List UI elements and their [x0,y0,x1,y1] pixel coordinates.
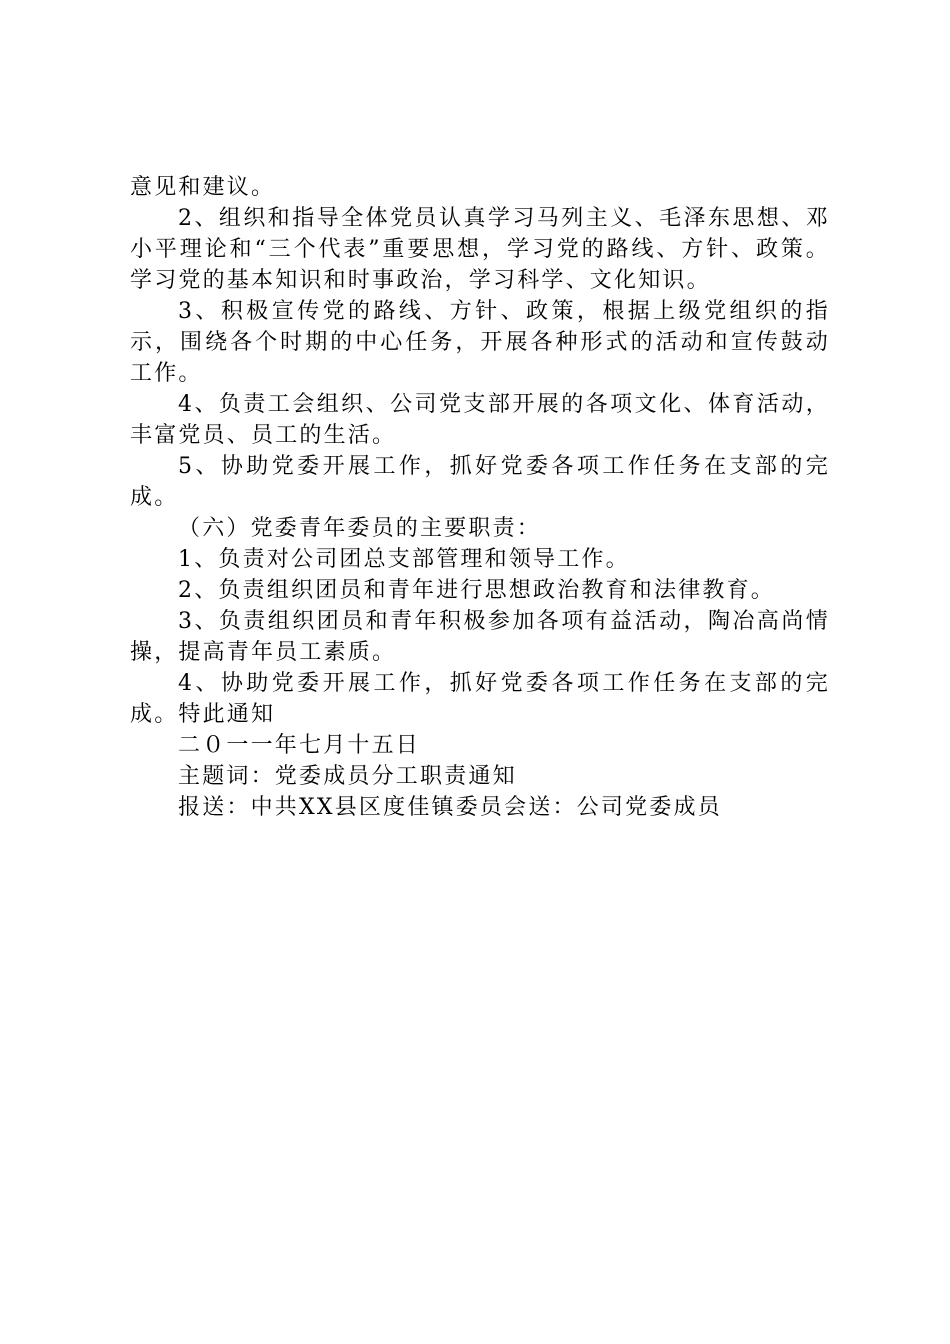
paragraph-youth-1: 1、负责对公司团总支部管理和领导工作。 [178,547,630,572]
paragraph-duty-2: 2、组织和指导全体党员认真学习马列主义、毛泽东思想、邓小平理论和“三个代表”重要思想，学习党的路线、方针、政策。学习党的基本知识和时事政治，学习科学、文化知识。 [130,206,830,293]
paragraph-youth-4: 4、协助党委开展工作，抓好党委各项工作任务在支部的完成。特此通知 [130,671,830,727]
document-date: 二０一一年七月十五日 [178,733,421,758]
paragraph-continuation: 意见和建议。 [130,175,276,200]
paragraph-youth-3: 3、负责组织团员和青年积极参加各项有益活动，陶冶高尚情操，提高青年员工素质。 [130,609,830,665]
paragraph-duty-3: 3、积极宣传党的路线、方针、政策，根据上级党组织的指示，围绕各个时期的中心任务，开展各种形式的活动和宣传鼓动工作。 [130,299,830,386]
paragraph-duty-4: 4、负责工会组织、公司党支部开展的各项文化、体育活动，丰富党员、员工的生活。 [130,392,830,448]
paragraph-duty-5: 5、协助党委开展工作，抓好党委各项工作任务在支部的完成。 [130,454,830,510]
section-heading-youth: （六）党委青年委员的主要职责： [178,516,542,541]
document-body [130,172,830,823]
paragraph-youth-2: 2、负责组织团员和青年进行思想政治教育和法律教育。 [178,578,775,603]
document-distribution: 报送：中共XX县区度佳镇委员会送：公司党委成员 [178,795,722,820]
document-subject: 主题词：党委成员分工职责通知 [178,764,517,789]
